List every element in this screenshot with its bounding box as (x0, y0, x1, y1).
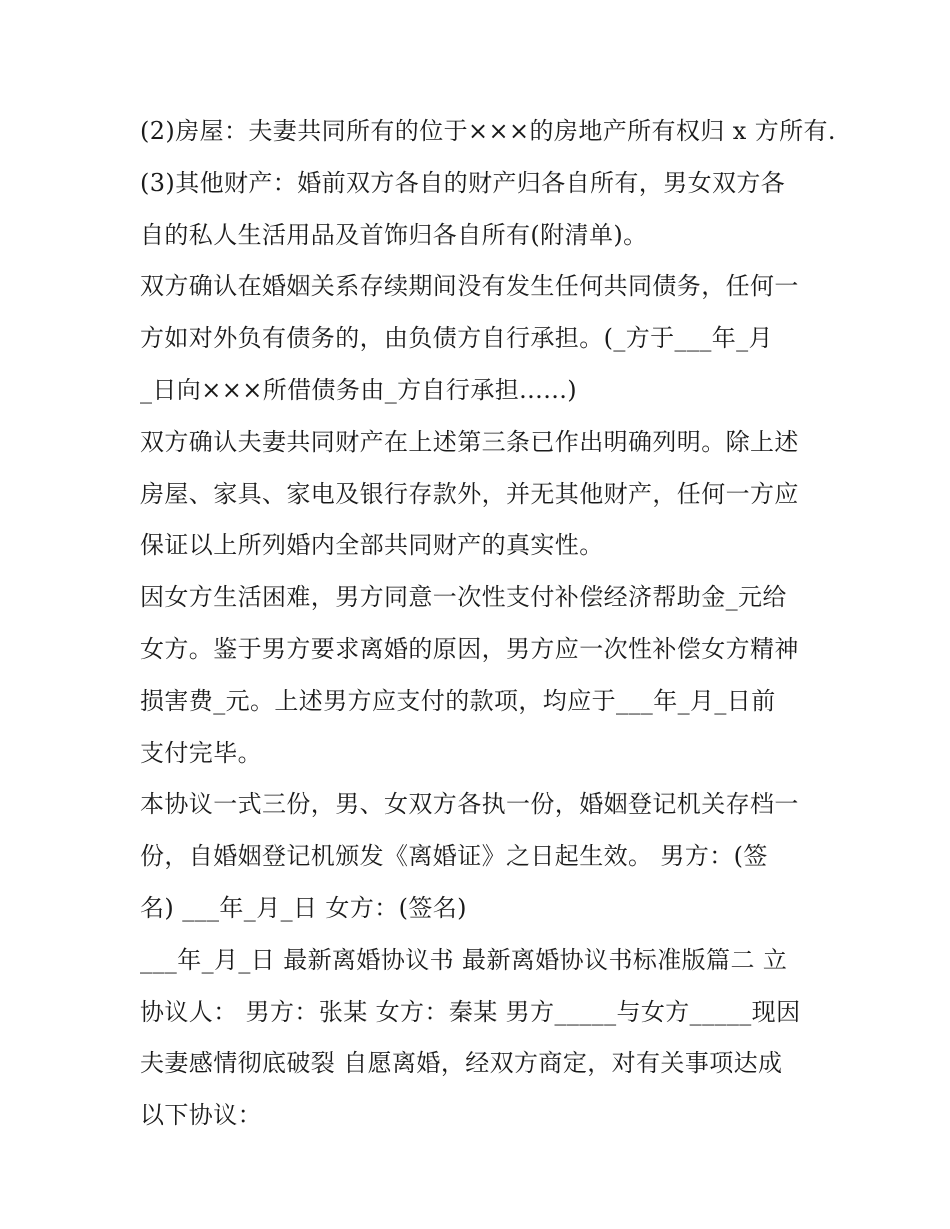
text-line: 名) ___年_月_日 女方：(签名) (140, 893, 467, 922)
text-line: 房屋、家具、家电及银行存款外，并无其他财产，任何一方应 (140, 479, 799, 508)
text-line: 支付完毕。 (140, 738, 262, 767)
text-line: (2)房屋：夫妻共同所有的位于×××的房地产所有权归 x 方所有. (140, 117, 836, 145)
document-body (140, 106, 836, 1142)
text-line: ___年_月_日 最新离婚协议书 最新离婚协议书标准版篇二 立 (140, 945, 788, 974)
text-line: 双方确认夫妻共同财产在上述第三条已作出明确列明。除上述 (140, 427, 799, 456)
text-line: 夫妻感情彻底破裂 自愿离婚，经双方商定，对有关事项达成 (140, 1049, 783, 1078)
text-line: 协议人： 男方：张某 女方：秦某 男方_____与女方_____现因 (140, 997, 801, 1026)
text-line: 女方。鉴于男方要求离婚的原因，男方应一次性补偿女方精神 (140, 634, 799, 663)
text-line: 以下协议： (140, 1101, 262, 1130)
text-line: 因女方生活困难，男方同意一次性支付补偿经济帮助金_元给 (140, 583, 787, 612)
text-line: 本协议一式三份，男、女双方各执一份，婚姻登记机关存档一 (140, 790, 799, 819)
text-line: 份，自婚姻登记机颁发《离婚证》之日起生效。 男方：(签 (140, 842, 768, 871)
text-line: _日向×××所借债务由_方自行承担......) (140, 375, 578, 404)
text-line: 保证以上所列婚内全部共同财产的真实性。 (140, 531, 604, 560)
text-line: 损害费_元。上述男方应支付的款项，均应于___年_月_日前 (140, 686, 776, 715)
text-line: 自的私人生活用品及首饰归各自所有(附清单)。 (140, 220, 648, 249)
text-line: 方如对外负有债务的，由负债方自行承担。(_方于___年_月 (140, 324, 773, 353)
text-line: (3)其他财产：婚前双方各自的财产归各自所有，男女双方各 (140, 168, 786, 197)
text-line: 双方确认在婚姻关系存续期间没有发生任何共同债务，任何一 (140, 272, 799, 301)
